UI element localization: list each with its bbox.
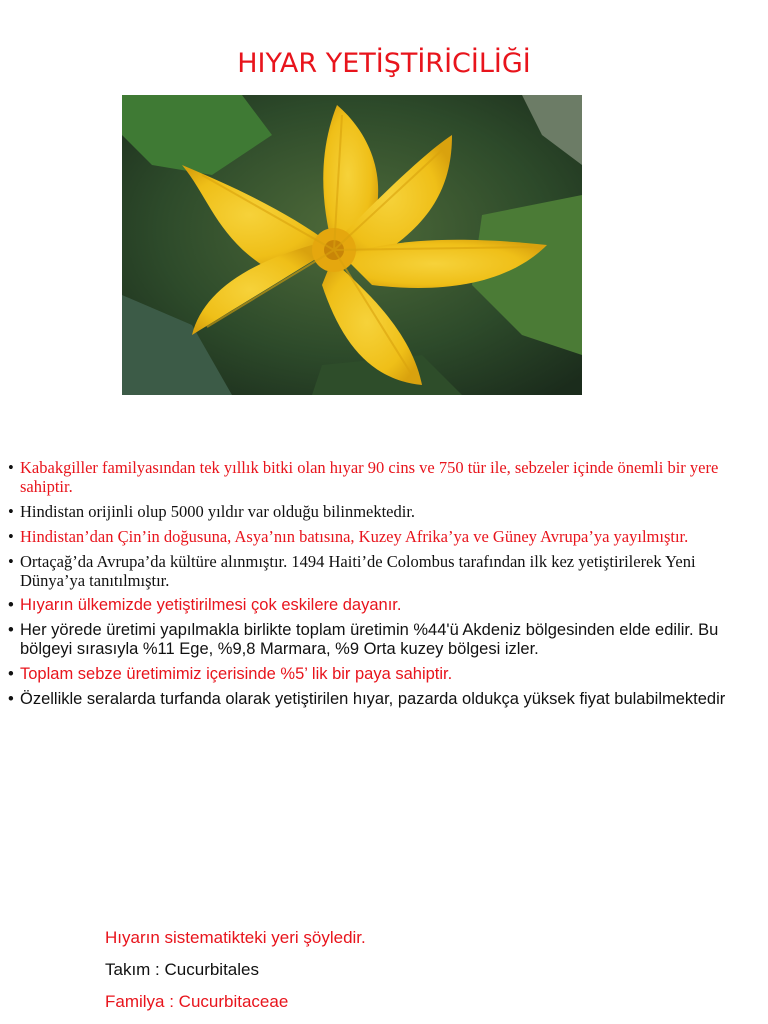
bullet-text: Ortaçağ’da Avrupa’da kültüre alınmıştır. 1494 Haiti’de Colombus tarafından ilk kez yetiştirilerek Yeni Dünya’ya tanıtılmıştır. xyxy=(20,552,696,590)
taxonomy-section xyxy=(105,928,705,1024)
bullet-glyph: • xyxy=(8,527,14,546)
list-item xyxy=(8,527,764,546)
bullet-glyph: • xyxy=(8,621,14,639)
list-item xyxy=(8,665,764,684)
bullet-text: Hıyarın ülkemizde yetiştirilmesi çok eskilere dayanır. xyxy=(20,596,402,614)
bullet-text: Özellikle seralarda turfanda olarak yetiştirilen hıyar, pazarda oldukça yüksek fiyat bulabilmektedir xyxy=(20,690,726,708)
info-bullet-list xyxy=(8,458,764,715)
list-item xyxy=(8,502,764,521)
list-item xyxy=(8,552,764,590)
bullet-text: Kabakgiller familyasından tek yıllık bitki olan hıyar 90 cins ve 750 tür ile, sebzeler içinde önemli bir yere sahiptir. xyxy=(20,458,719,496)
list-item xyxy=(8,458,764,496)
bullet-text: Hindistan orijinli olup 5000 yıldır var olduğu bilinmektedir. xyxy=(20,502,416,521)
bullet-glyph: • xyxy=(8,665,14,683)
bullet-glyph: • xyxy=(8,502,14,521)
cucumber-flower-photo xyxy=(122,95,582,395)
list-item xyxy=(8,621,764,659)
bullet-glyph: • xyxy=(8,596,14,614)
bullet-glyph: • xyxy=(8,458,14,477)
taxonomy-order: Takım : Cucurbitales xyxy=(105,960,259,979)
flower-illustration xyxy=(122,95,582,395)
list-item xyxy=(8,596,764,615)
bullet-text: Hindistan’dan Çin’in doğusuna, Asya’nın batısına, Kuzey Afrika’ya ve Güney Avrupa’ya yayılmıştır. xyxy=(20,527,689,546)
bullet-glyph: • xyxy=(8,690,14,708)
taxonomy-family: Familya : Cucurbitaceae xyxy=(105,992,289,1011)
list-item xyxy=(8,690,764,709)
bullet-text: Her yörede üretimi yapılmakla birlikte toplam üretimin %44'ü Akdeniz bölgesinden elde edilir. Bu bölgeyi sırasıyla %11 Ege, %9,8 Marmara, %9 Orta kuzey bölgesi izler. xyxy=(20,621,719,658)
page-title: HIYAR YETİŞTİRİCİLİĞİ xyxy=(237,48,531,79)
taxonomy-intro: Hıyarın sistematikteki yeri şöyledir. xyxy=(105,928,366,947)
bullet-glyph: • xyxy=(8,552,14,571)
bullet-text: Toplam sebze üretimimiz içerisinde %5’ lik bir paya sahiptir. xyxy=(20,665,453,683)
